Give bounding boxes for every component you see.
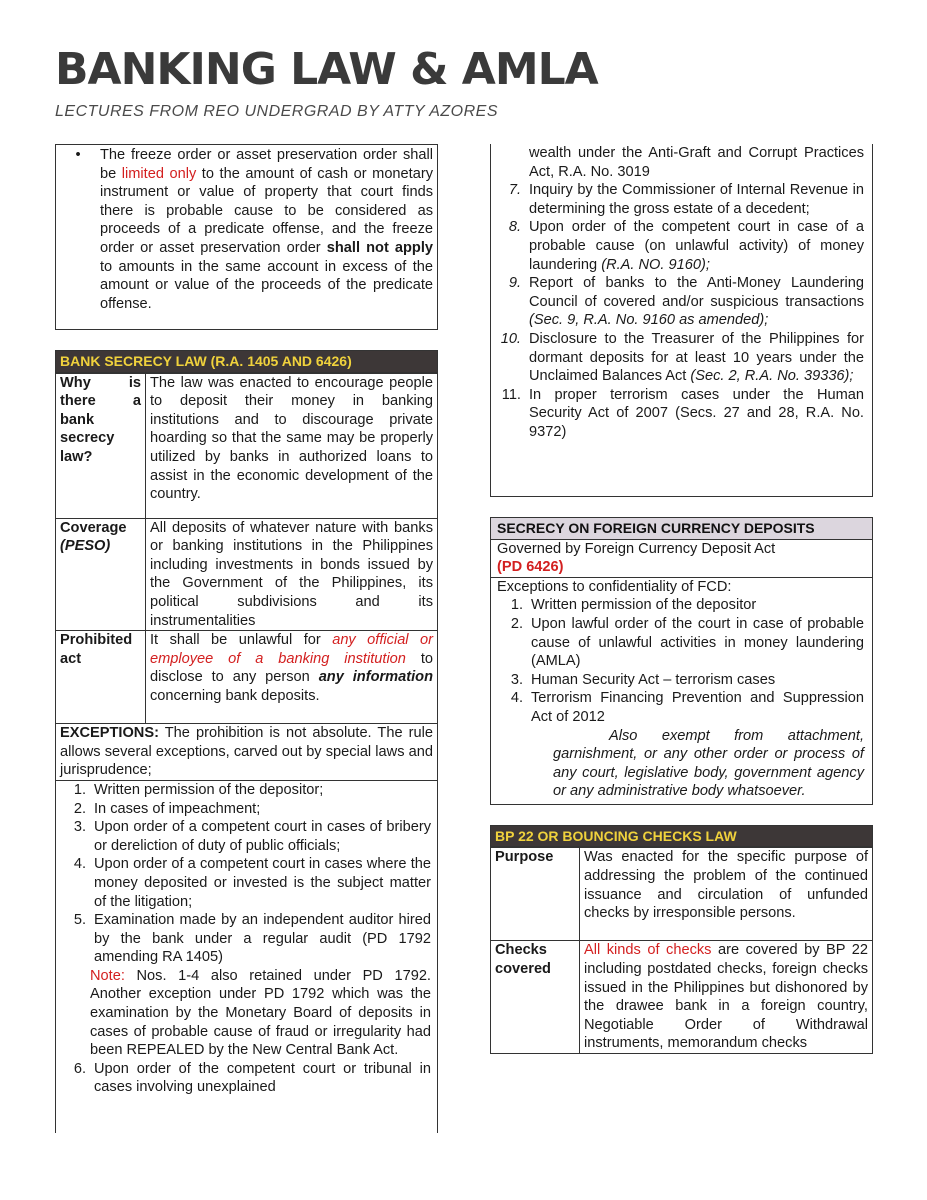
list-item: 2. In cases of impeachment;: [73, 800, 261, 817]
page-subtitle: LECTURES FROM REO UNDERGRAD BY ATTY AZORES: [55, 103, 498, 120]
list-item: 11. In proper terrorism cases under the Human Security Act of 2007 (Secs. 27 and 28, R.A. No. 9372): [501, 386, 864, 440]
prohibited-text: It shall be unlawful for any official or employee of a banking institution to disclose to any person any information concerning bank deposits.: [146, 631, 438, 724]
right-column: [490, 144, 873, 1054]
list-item: 2. Upon lawful order of the court in case of probable cause of unlawful activities in money laundering (AMLA): [510, 615, 864, 670]
list-item: 10. Disclosure to the Treasurer of the Philippines for dormant deposits for at least 10 years under the Unclaimed Balances Act (Sec. 2, R.A. No. 39336);: [500, 330, 864, 385]
page-title: BANKING LAW & AMLA: [55, 44, 598, 95]
table-row: [491, 848, 873, 941]
why-text: The law was enacted to encourage people to deposit their money in banking institutions and to discourage private hoarding so that the same may be properly utilized by banks in authorized loans to assist in the economic development of the country.: [146, 373, 438, 518]
table-row: [56, 724, 438, 781]
list-item: 9. Report of banks to the Anti-Money Laundering Council of covered and/or suspicious transactions (Sec. 9, R.A. No. 9160 as amended);: [508, 275, 864, 329]
checks-text: All kinds of checks are covered by BP 22 including postdated checks, foreign checks issued in the Philippines but dishonored by the drawee bank in a foreign country, Negotiable Order of Withdrawal instruments, memorandum checks: [580, 941, 873, 1054]
list-item: 4. Terrorism Financing Prevention and Suppression Act of 2012: [510, 690, 864, 725]
exceptions-list-cell: [56, 780, 438, 1133]
exempt-paragraph: Also exempt from attachment, garnishment, or any other order or process of any court, legislative body, government agency or any administrative body whatsoever.: [553, 727, 864, 800]
bank-secrecy-header: BANK SECRECY LAW (R.A. 1405 AND 6426): [55, 350, 438, 373]
list-item: 3. Upon order of a competent court in cases of bribery or dereliction of duty of public officials;: [73, 819, 431, 854]
checks-label: Checks covered: [491, 941, 580, 1054]
freeze-order-box: [55, 144, 438, 330]
foreign-currency-exceptions: [491, 578, 872, 804]
exceptions-intro: EXCEPTIONS: The prohibition is not absolute. The rule allows several exceptions, carved out by special laws and jurisprudence;: [56, 724, 438, 781]
list-item: 5. Examination made by an independent auditor hired by the bank under a regular audit (PD 1792 amending RA 1405): [73, 912, 431, 966]
table-row: [56, 780, 438, 1133]
table-row: [491, 941, 873, 1054]
freeze-order-bullet: [56, 146, 433, 313]
bank-secrecy-table: [55, 373, 438, 1133]
table-row: [56, 518, 438, 631]
list-item: 7. Inquiry by the Commissioner of Internal Revenue in determining the gross estate of a decedent;: [508, 182, 864, 217]
purpose-text: Was enacted for the specific purpose of addressing the problem of the continued issuance and circulation of unfunded checks by irresponsible persons.: [580, 848, 873, 941]
purpose-label: Purpose: [491, 848, 580, 941]
list-item: 1. Written permission of the depositor: [510, 597, 757, 614]
coverage-text: All deposits of whatever nature with banks or banking institutions in the Philippines including investments in bonds issued by the Government of the Philippines, its political subdivisions and its instrumentalities: [146, 518, 438, 631]
why-label: Why is there a bank secrecy law?: [56, 373, 146, 518]
table-row: [56, 631, 438, 724]
coverage-label: Coverage (PESO): [56, 518, 146, 631]
bp22-table: [490, 847, 873, 1054]
foreign-currency-box: [490, 517, 873, 805]
foreign-currency-governed: Governed by Foreign Currency Deposit Act (PD 6426): [491, 540, 872, 578]
list-item: 3. Human Security Act – terrorism cases: [510, 671, 776, 688]
list-item: 8. Upon order of the competent court in case of a probable cause (on unlawful activity) of money laundering (R.A. NO. 9160);: [508, 219, 864, 273]
exceptions-label: Exceptions to confidentiality of FCD:: [497, 578, 732, 595]
list-item: 4. Upon order of a competent court in cases where the money deposited or invested is the subject matter of the litigation;: [73, 856, 431, 910]
foreign-currency-header: SECRECY ON FOREIGN CURRENCY DEPOSITS: [491, 518, 872, 540]
table-row: [56, 373, 438, 518]
exceptions-list: [60, 781, 431, 967]
continued-exceptions-box: [490, 144, 873, 497]
prohibited-label: Prohibited act: [56, 631, 146, 724]
freeze-order-text: The freeze order or asset preservation order shall be limited only to the amount of cash or monetary instrument or value of property that court finds there is probable cause to be considered as proceeds of a predicate offense, and the freeze order or asset preservation order shall not apply to amounts in the same account in excess of the amount or value of the proceeds of the predicate offense.: [100, 147, 434, 312]
list-item: 6. Upon order of the competent court or tribunal in cases involving unexplained: [73, 1060, 431, 1096]
bullet-icon: •: [75, 147, 81, 163]
list-item-continued: wealth under the Anti-Graft and Corrupt Practices Act, R.A. No. 3019: [529, 145, 864, 180]
bp22-header: BP 22 OR BOUNCING CHECKS LAW: [490, 825, 873, 848]
note-paragraph: Note: Nos. 1-4 also retained under PD 1792. Another exception under PD 1792 which was the examination by the Monetary Board of deposits in cases of probable cause of fraud or irregularity had been REPEALED by the New Central Bank Act.: [90, 967, 431, 1059]
list-item: 1. Written permission of the depositor;: [73, 781, 324, 798]
left-column: [55, 144, 438, 1133]
